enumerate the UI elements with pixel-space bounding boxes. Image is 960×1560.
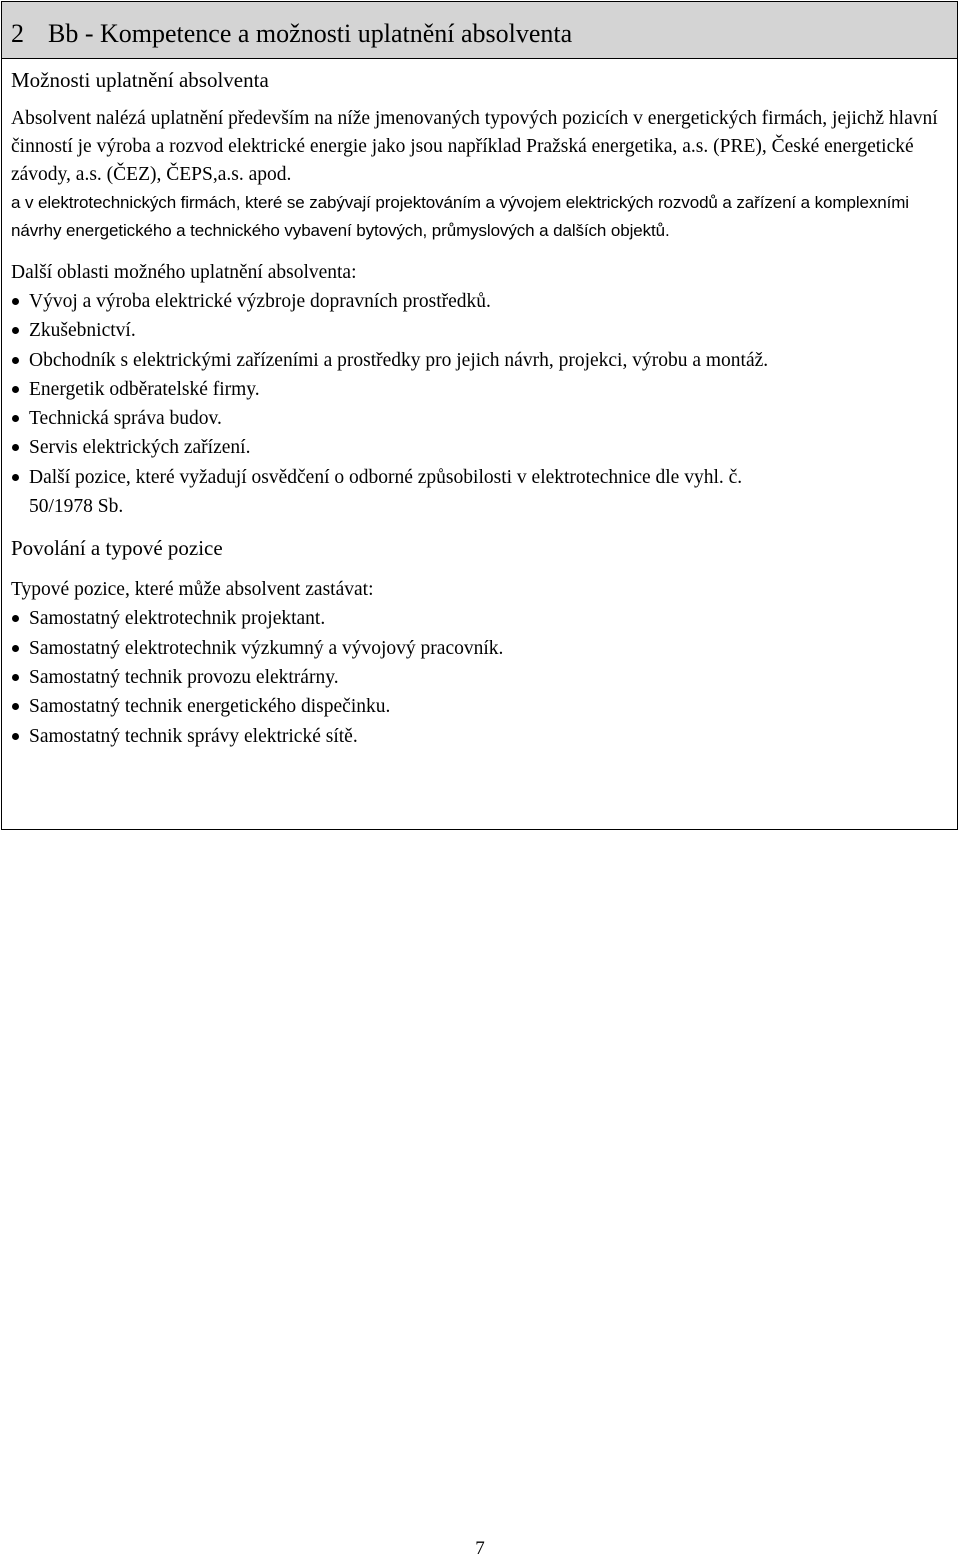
list-item [11, 463, 948, 522]
section-number: 2 [11, 19, 24, 48]
list-item [11, 404, 948, 433]
list-item-text: Samostatný elektrotechnik výzkumný a vývojový pracovník. [29, 637, 504, 659]
bullet-icon [12, 615, 19, 622]
bullet-icon [12, 415, 19, 422]
section-box [1, 1, 958, 830]
list-item-text: Servis elektrických zařízení. [29, 437, 251, 459]
list-item [11, 604, 948, 633]
bullet-icon [12, 298, 19, 305]
page-number: 7 [475, 1538, 485, 1559]
list-item-text: Technická správa budov. [29, 408, 222, 430]
other-areas-lead: Další oblasti možného uplatnění absolventa: [11, 262, 357, 283]
list-item-text: Samostatný technik správy elektrické sítě. [29, 725, 358, 747]
positions-list [11, 604, 948, 750]
bullet-icon [12, 733, 19, 740]
list-item-text: Zkušebnictví. [29, 320, 136, 342]
list-item-text: Vývoj a výroba elektrické výzbroje dopravních prostředků. [29, 291, 491, 312]
section-header [2, 2, 957, 59]
list-item-text: Energetik odběratelské firmy. [29, 378, 260, 400]
bullet-icon [12, 703, 19, 710]
bullet-icon [12, 357, 19, 364]
list-item [11, 316, 948, 345]
professions-lead: Typové pozice, které může absolvent zastávat: [11, 579, 374, 601]
section-content [2, 59, 957, 751]
list-item-text: Samostatný technik energetického dispečinku. [29, 696, 391, 718]
professions-heading: Povolání a typové pozice [11, 536, 223, 561]
bullet-icon [12, 444, 19, 451]
list-item [11, 346, 948, 375]
list-item [11, 722, 948, 751]
bullet-icon [12, 674, 19, 681]
possibilities-heading: Možnosti uplatnění absolventa [11, 68, 269, 92]
other-areas-list [11, 287, 948, 521]
section-title: Bb - Kompetence a možnosti uplatnění absolventa [48, 19, 573, 48]
list-item [11, 287, 948, 316]
bullet-icon [12, 386, 19, 393]
list-item-text: Samostatný elektrotechnik projektant. [29, 608, 326, 630]
possibilities-paragraph-1: Absolvent nalézá uplatnění především na níže jmenovaných typových pozicích v energetických firmách, jejichž hlavní činností je výroba a rozvod elektrické energie jako jsou například Pražská energetika, a.s. (PRE), České energetické závody, a.s. (ČEZ), ČEPS,a.s. apod. [11, 108, 938, 185]
bullet-icon [12, 474, 19, 481]
possibilities-paragraph-2: a v elektrotechnických firmách, které se zabývají projektováním a vývojem elektrických rozvodů a zařízení a komplexními návrhy energetického a technického vybavení bytových, průmyslových a dalších objektů. [11, 193, 909, 240]
bullet-icon [12, 327, 19, 334]
list-item [11, 375, 948, 404]
list-item-text: Samostatný technik provozu elektrárny. [29, 666, 339, 688]
list-item-text: Obchodník s elektrickými zařízeními a prostředky pro jejich návrh, projekci, výrobu a montáž. [29, 349, 769, 371]
bullet-icon [12, 645, 19, 652]
list-item [11, 663, 948, 692]
list-item [11, 634, 948, 663]
list-item-text: Další pozice, které vyžadují osvědčení o odborné způsobilosti v elektrotechnice dle vyhl. č. 50/1978 Sb. [29, 466, 743, 518]
list-item [11, 692, 948, 721]
list-item [11, 433, 948, 462]
